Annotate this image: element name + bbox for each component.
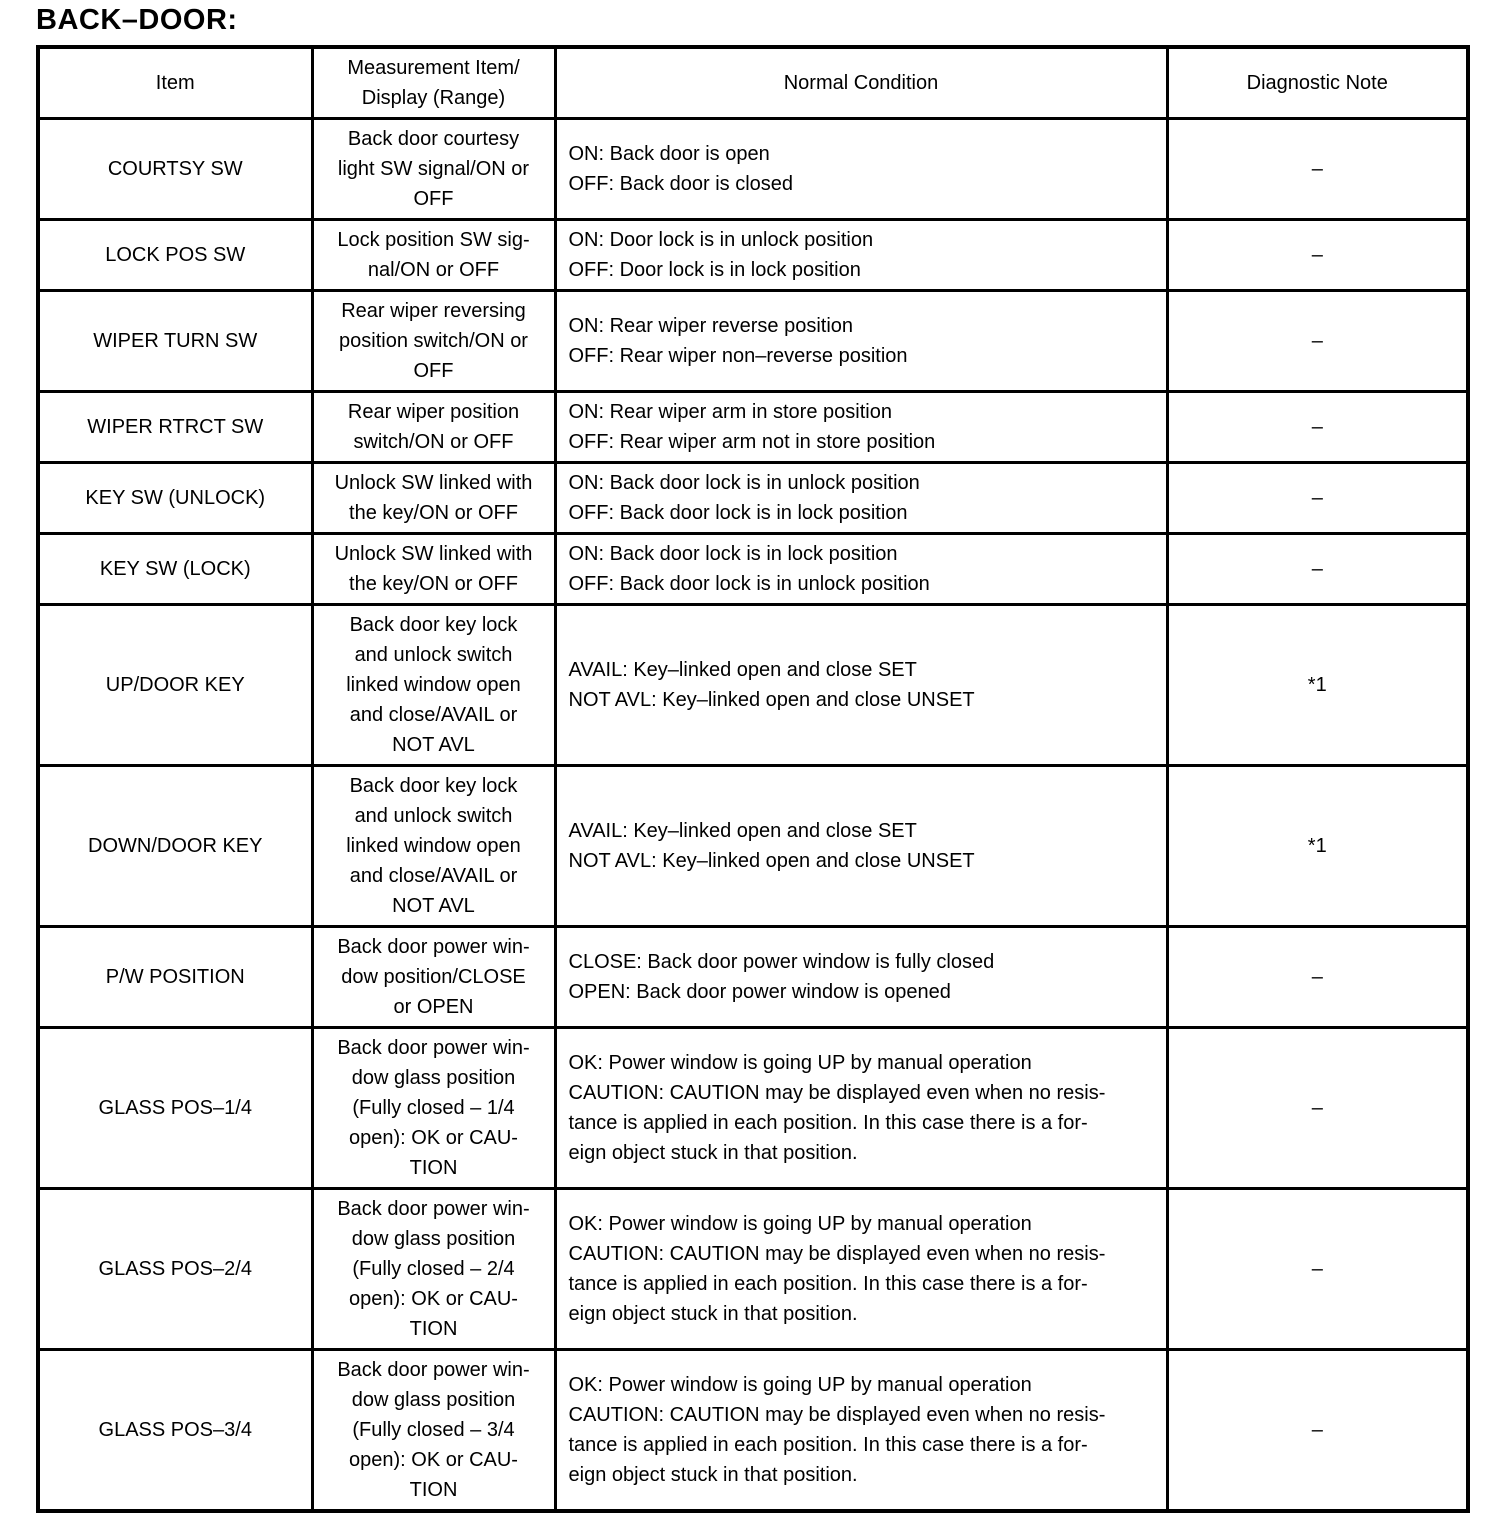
cell-normal-condition — [555, 766, 1167, 927]
cell-item: COURTSY SW — [38, 119, 312, 220]
cell-item: UP/DOOR KEY — [38, 605, 312, 766]
measurement-line: (Fully closed – 3/4 — [352, 1419, 515, 1441]
table-row — [38, 463, 1468, 534]
measurement-line: Back door key lock — [349, 614, 518, 636]
cell-normal-condition — [555, 220, 1167, 291]
condition-line: AVAIL: Key–linked open and close SET — [568, 820, 917, 842]
column-header-line: Diagnostic Note — [1246, 72, 1388, 94]
measurement-line: light SW signal/ON or — [337, 158, 530, 180]
table-row — [38, 766, 1468, 927]
condition-line: OFF: Door lock is in lock position — [568, 259, 861, 281]
header-row — [38, 47, 1468, 119]
cell-diagnostic-note: – — [1167, 463, 1468, 534]
condition-line: eign object stuck in that position. — [568, 1303, 858, 1325]
measurement-line: Lock position SW sig- — [337, 229, 530, 251]
condition-line: eign object stuck in that position. — [568, 1464, 858, 1486]
measurement-line: TION — [409, 1318, 458, 1340]
measurement-line: (Fully closed – 1/4 — [352, 1097, 515, 1119]
condition-line: eign object stuck in that position. — [568, 1142, 858, 1164]
column-header-line: Item — [155, 72, 195, 94]
condition-line: OFF: Back door lock is in unlock position — [568, 573, 930, 595]
measurement-line: OFF — [413, 188, 454, 210]
cell-measurement — [312, 291, 555, 392]
table-header — [38, 47, 1468, 119]
measurement-line: dow glass position — [351, 1228, 516, 1250]
condition-line: ON: Back door lock is in unlock position — [568, 472, 920, 494]
measurement-line: Back door power win- — [337, 936, 530, 958]
measurement-line: open): OK or CAU- — [349, 1127, 518, 1149]
condition-line: ON: Back door lock is in lock position — [568, 543, 898, 565]
cell-measurement — [312, 534, 555, 605]
measurement-line: position switch/ON or — [339, 330, 528, 352]
measurement-line: TION — [409, 1157, 458, 1179]
cell-diagnostic-note: – — [1167, 291, 1468, 392]
cell-diagnostic-note: – — [1167, 534, 1468, 605]
measurement-line: Rear wiper position — [347, 401, 520, 423]
column-header-note — [1167, 47, 1468, 119]
measurement-line: Unlock SW linked with — [334, 543, 533, 565]
cell-diagnostic-note: *1 — [1167, 766, 1468, 927]
condition-line: CLOSE: Back door power window is fully closed — [568, 951, 995, 973]
measurement-line: and unlock switch — [354, 644, 513, 666]
cell-measurement — [312, 766, 555, 927]
condition-line: ON: Rear wiper reverse position — [568, 315, 854, 337]
column-header-line: Normal Condition — [783, 72, 939, 94]
cell-normal-condition — [555, 1350, 1167, 1512]
cell-diagnostic-note: – — [1167, 927, 1468, 1028]
cell-normal-condition — [555, 1189, 1167, 1350]
measurement-line: OFF — [413, 360, 454, 382]
measurement-line: dow glass position — [351, 1389, 516, 1411]
measurement-line: or OPEN — [393, 996, 474, 1018]
table-row — [38, 1189, 1468, 1350]
cell-item: GLASS POS–3/4 — [38, 1350, 312, 1512]
condition-line: OK: Power window is going UP by manual operation — [568, 1213, 1032, 1235]
table-row — [38, 220, 1468, 291]
cell-normal-condition — [555, 463, 1167, 534]
cell-item: KEY SW (UNLOCK) — [38, 463, 312, 534]
cell-diagnostic-note: – — [1167, 119, 1468, 220]
measurement-line: dow position/CLOSE — [341, 966, 526, 988]
condition-line: OFF: Rear wiper non–reverse position — [568, 345, 908, 367]
cell-normal-condition — [555, 1028, 1167, 1189]
condition-line: tance is applied in each position. In this case there is a for- — [568, 1112, 1088, 1134]
measurement-line: open): OK or CAU- — [349, 1449, 518, 1471]
cell-normal-condition — [555, 927, 1167, 1028]
condition-line: NOT AVL: Key–linked open and close UNSET — [568, 850, 975, 872]
cell-measurement — [312, 463, 555, 534]
cell-diagnostic-note: *1 — [1167, 605, 1468, 766]
back-door-data-list-table — [36, 45, 1470, 1513]
measurement-line: dow glass position — [351, 1067, 516, 1089]
cell-measurement — [312, 1189, 555, 1350]
measurement-line: linked window open — [346, 674, 521, 696]
cell-diagnostic-note: – — [1167, 220, 1468, 291]
measurement-line: and close/AVAIL or — [349, 865, 518, 887]
cell-item: P/W POSITION — [38, 927, 312, 1028]
cell-item: LOCK POS SW — [38, 220, 312, 291]
measurement-line: TION — [409, 1479, 458, 1501]
table-row — [38, 534, 1468, 605]
column-header-condition — [555, 47, 1167, 119]
condition-line: OK: Power window is going UP by manual operation — [568, 1374, 1032, 1396]
measurement-line: the key/ON or OFF — [349, 502, 518, 524]
measurement-line: open): OK or CAU- — [349, 1288, 518, 1310]
condition-line: tance is applied in each position. In this case there is a for- — [568, 1434, 1088, 1456]
measurement-line: and unlock switch — [354, 805, 513, 827]
table-row — [38, 1350, 1468, 1512]
cell-measurement — [312, 119, 555, 220]
measurement-line: NOT AVL — [392, 734, 475, 756]
cell-measurement — [312, 220, 555, 291]
cell-diagnostic-note: – — [1167, 1350, 1468, 1512]
cell-normal-condition — [555, 534, 1167, 605]
table-row — [38, 605, 1468, 766]
measurement-line: nal/ON or OFF — [367, 259, 500, 281]
measurement-line: Unlock SW linked with — [334, 472, 533, 494]
cell-normal-condition — [555, 291, 1167, 392]
table-row — [38, 1028, 1468, 1189]
cell-item: GLASS POS–2/4 — [38, 1189, 312, 1350]
measurement-line: Back door courtesy — [347, 128, 520, 150]
cell-normal-condition — [555, 392, 1167, 463]
condition-line: OFF: Back door lock is in lock position — [568, 502, 908, 524]
condition-line: ON: Back door is open — [568, 143, 770, 165]
cell-measurement — [312, 392, 555, 463]
cell-diagnostic-note: – — [1167, 1028, 1468, 1189]
measurement-line: the key/ON or OFF — [349, 573, 518, 595]
measurement-line: Back door key lock — [349, 775, 518, 797]
measurement-line: Back door power win- — [337, 1037, 530, 1059]
cell-item: DOWN/DOOR KEY — [38, 766, 312, 927]
condition-line: OFF: Rear wiper arm not in store position — [568, 431, 936, 453]
condition-line: CAUTION: CAUTION may be displayed even when no resis- — [568, 1082, 1106, 1104]
condition-line: AVAIL: Key–linked open and close SET — [568, 659, 917, 681]
condition-line: CAUTION: CAUTION may be displayed even when no resis- — [568, 1243, 1106, 1265]
cell-measurement — [312, 1350, 555, 1512]
condition-line: NOT AVL: Key–linked open and close UNSET — [568, 689, 975, 711]
cell-normal-condition — [555, 605, 1167, 766]
cell-normal-condition — [555, 119, 1167, 220]
measurement-line: switch/ON or OFF — [353, 431, 514, 453]
table-row — [38, 392, 1468, 463]
cell-diagnostic-note: – — [1167, 392, 1468, 463]
condition-line: ON: Rear wiper arm in store position — [568, 401, 892, 423]
measurement-line: and close/AVAIL or — [349, 704, 518, 726]
measurement-line: linked window open — [346, 835, 521, 857]
column-header-measurement — [312, 47, 555, 119]
cell-measurement — [312, 927, 555, 1028]
measurement-line: (Fully closed – 2/4 — [352, 1258, 515, 1280]
cell-measurement — [312, 1028, 555, 1189]
cell-item: GLASS POS–1/4 — [38, 1028, 312, 1189]
cell-item: WIPER TURN SW — [38, 291, 312, 392]
column-header-line: Measurement Item/ — [347, 57, 520, 79]
table-body — [38, 119, 1468, 1512]
condition-line: tance is applied in each position. In this case there is a for- — [568, 1273, 1088, 1295]
measurement-line: Back door power win- — [337, 1198, 530, 1220]
table-row — [38, 291, 1468, 392]
condition-line: CAUTION: CAUTION may be displayed even when no resis- — [568, 1404, 1106, 1426]
cell-item: KEY SW (LOCK) — [38, 534, 312, 605]
measurement-line: NOT AVL — [392, 895, 475, 917]
cell-item: WIPER RTRCT SW — [38, 392, 312, 463]
cell-measurement — [312, 605, 555, 766]
condition-line: OPEN: Back door power window is opened — [568, 981, 951, 1003]
column-header-item — [38, 47, 312, 119]
cell-diagnostic-note: – — [1167, 1189, 1468, 1350]
table-row — [38, 927, 1468, 1028]
table-row — [38, 119, 1468, 220]
condition-line: OK: Power window is going UP by manual operation — [568, 1052, 1032, 1074]
page-title: BACK–DOOR: — [36, 4, 238, 36]
column-header-line: Display (Range) — [361, 87, 506, 109]
measurement-line: Back door power win- — [337, 1359, 530, 1381]
condition-line: OFF: Back door is closed — [568, 173, 794, 195]
condition-line: ON: Door lock is in unlock position — [568, 229, 874, 251]
measurement-line: Rear wiper reversing — [341, 300, 526, 322]
